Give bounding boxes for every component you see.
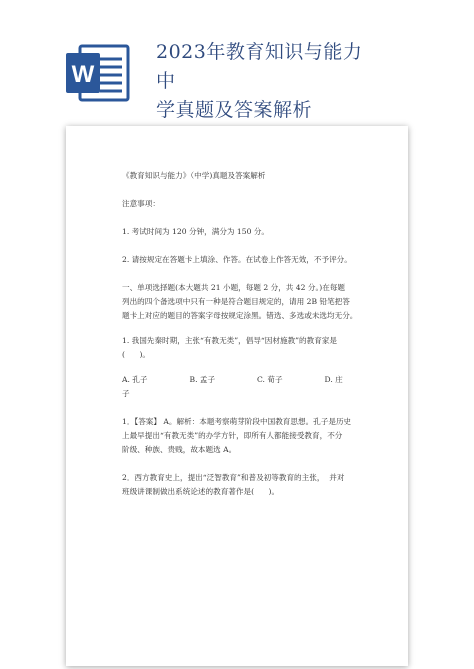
option-a: A. 孔子 [122,375,148,384]
notice-title: 注意事项： [122,199,160,208]
document-title-line-1: 2023年教育知识与能力中 [156,41,363,92]
answer-1-line-2: 上最早提出“有教无类”的办学方针，即所有人都能接受教育，不分 [122,431,343,440]
option-c: C. 荀子 [257,375,283,384]
answer-1-line-1: 1．【答案】 A。解析：本题考察萌芽阶段中国教育思想。孔子是历史 [122,417,352,426]
option-b: B. 孟子 [189,375,216,384]
answer-1-line-3: 阶级、种族、贵贱，故本题选 A。 [122,445,237,454]
section-line-3: 题卡上对应的题目的答案字母按规定涂黑。错选、多选或未选均无分。 [122,311,358,320]
question-1-line-2: ( )。 [122,350,151,359]
question-2-line-2: 班级讲课制做出系统论述的教育著作是( )。 [122,487,280,496]
question-2-line-1: 2．西方教育史上，提出“泛智教育”和普及初等教育的主张， 并对 [122,473,345,482]
document-title-line-2: 学真题及答案解析 [156,99,313,121]
notice-item-2: 2. 请按规定在答题卡上填涂、作答。在试卷上作答无效，不予评分。 [122,255,352,264]
question-1-options [122,374,392,385]
section-line-1: 一、单项选择题(本大题共 21 小题，每题 2 分，共 42 分。)在每题 [122,283,346,292]
document-title [156,38,376,125]
document-content [122,170,392,497]
option-d-wrap: 子 [122,389,130,398]
doc-heading: 《教育知识与能力》（中学)真题及答案解析 [122,171,266,180]
question-2 [122,472,392,497]
document-page [66,126,408,666]
question-1 [122,335,392,360]
notice-item-1: 1. 考试时间为 120 分钟，满分为 150 分。 [122,227,270,236]
word-icon [66,43,130,103]
option-d: D. 庄 [324,375,343,384]
section-instructions [122,282,392,321]
question-1-line-1: 1. 我国先秦时期，主张“有教无类”，倡导“因材施教”的教育家是 [122,336,338,345]
answer-1 [122,416,392,455]
word-icon-letter: W [71,61,95,88]
section-line-2: 列出的四个备选项中只有一种是符合题目规定的，请用 2B 铅笔把答 [122,297,350,306]
document-header [0,0,474,120]
